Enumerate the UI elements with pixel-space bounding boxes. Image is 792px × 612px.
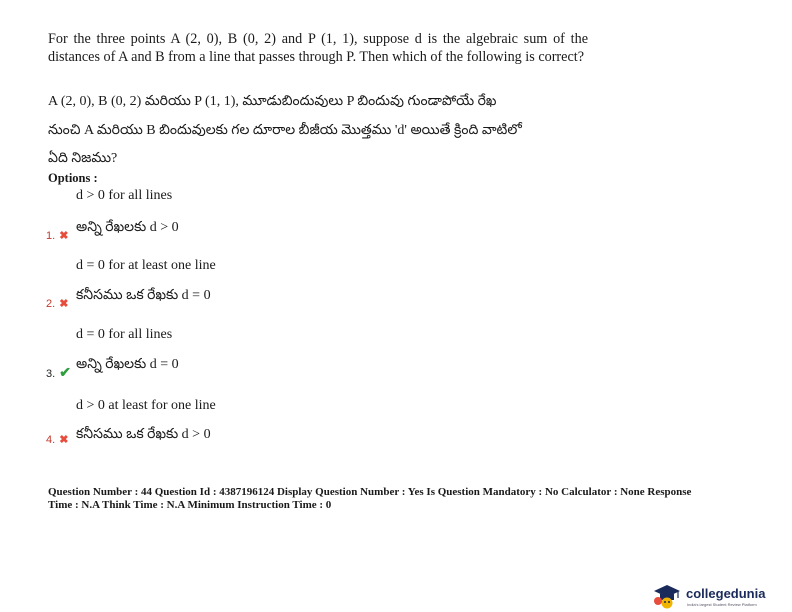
option-1-number: 1. bbox=[46, 230, 56, 242]
option-4-text-telugu: కనీసము ఒక రేఖకు d > 0 bbox=[76, 427, 211, 442]
question-metadata-line-2: Time : N.A Think Time : N.A Minimum Instruction Time : 0 bbox=[48, 498, 332, 511]
option-2-marker bbox=[46, 294, 68, 312]
cross-icon: ✖ bbox=[59, 230, 69, 242]
logo-tagline: India's largest Student Review Platform bbox=[687, 602, 757, 607]
option-2-text-telugu: కనీసము ఒక రేఖకు d = 0 bbox=[76, 288, 211, 303]
option-3-number: 3. bbox=[46, 368, 56, 380]
question-text-english: For the three points A (2, 0), B (0, 2) and P (1, 1), suppose d is the algebraic sum of the distances of A and B from a line that passes through P. Then which of the following is correct? bbox=[48, 31, 588, 65]
option-1-text-telugu: అన్ని రేఖలకు d > 0 bbox=[76, 220, 179, 235]
cross-icon: ✖ bbox=[59, 434, 69, 446]
question-metadata-line-1: Question Number : 44 Question Id : 4387196124 Display Question Number : Yes Is Question Mandatory : No Calculator : None Response bbox=[48, 486, 692, 498]
option-2-text-english: d = 0 for at least one line bbox=[76, 258, 216, 273]
graduate-cap-icon bbox=[652, 583, 682, 609]
question-metadata bbox=[48, 486, 768, 511]
option-3-text-english: d = 0 for all lines bbox=[76, 327, 173, 342]
option-2-number: 2. bbox=[46, 298, 56, 310]
option-4-marker bbox=[46, 430, 68, 448]
option-3-text-telugu: అన్ని రేఖలకు d = 0 bbox=[76, 357, 179, 372]
option-1-marker bbox=[46, 226, 68, 244]
options-heading: Options : bbox=[48, 171, 98, 185]
option-4-number: 4. bbox=[46, 434, 56, 446]
question-text-telugu-line-2: నుంచి A మరియు B బిందువులకు గల దూరాల బీజీయ మొత్తము 'd' అయితే క్రింది వాటిలో bbox=[48, 123, 522, 138]
question-text-telugu-line-1: A (2, 0), B (0, 2) మరియు P (1, 1), మూడుబిందువులు P బిందువు గుండాపోయే రేఖ bbox=[48, 94, 497, 109]
option-4-text-english: d > 0 at least for one line bbox=[76, 398, 216, 413]
question-text-telugu-line-3: ఏది నిజము? bbox=[48, 151, 118, 166]
option-1-text-english: d > 0 for all lines bbox=[76, 188, 173, 203]
option-3-marker bbox=[46, 364, 71, 382]
cross-icon: ✖ bbox=[59, 298, 69, 310]
check-icon: ✔ bbox=[59, 366, 71, 381]
logo-name: collegedunia bbox=[686, 586, 766, 601]
